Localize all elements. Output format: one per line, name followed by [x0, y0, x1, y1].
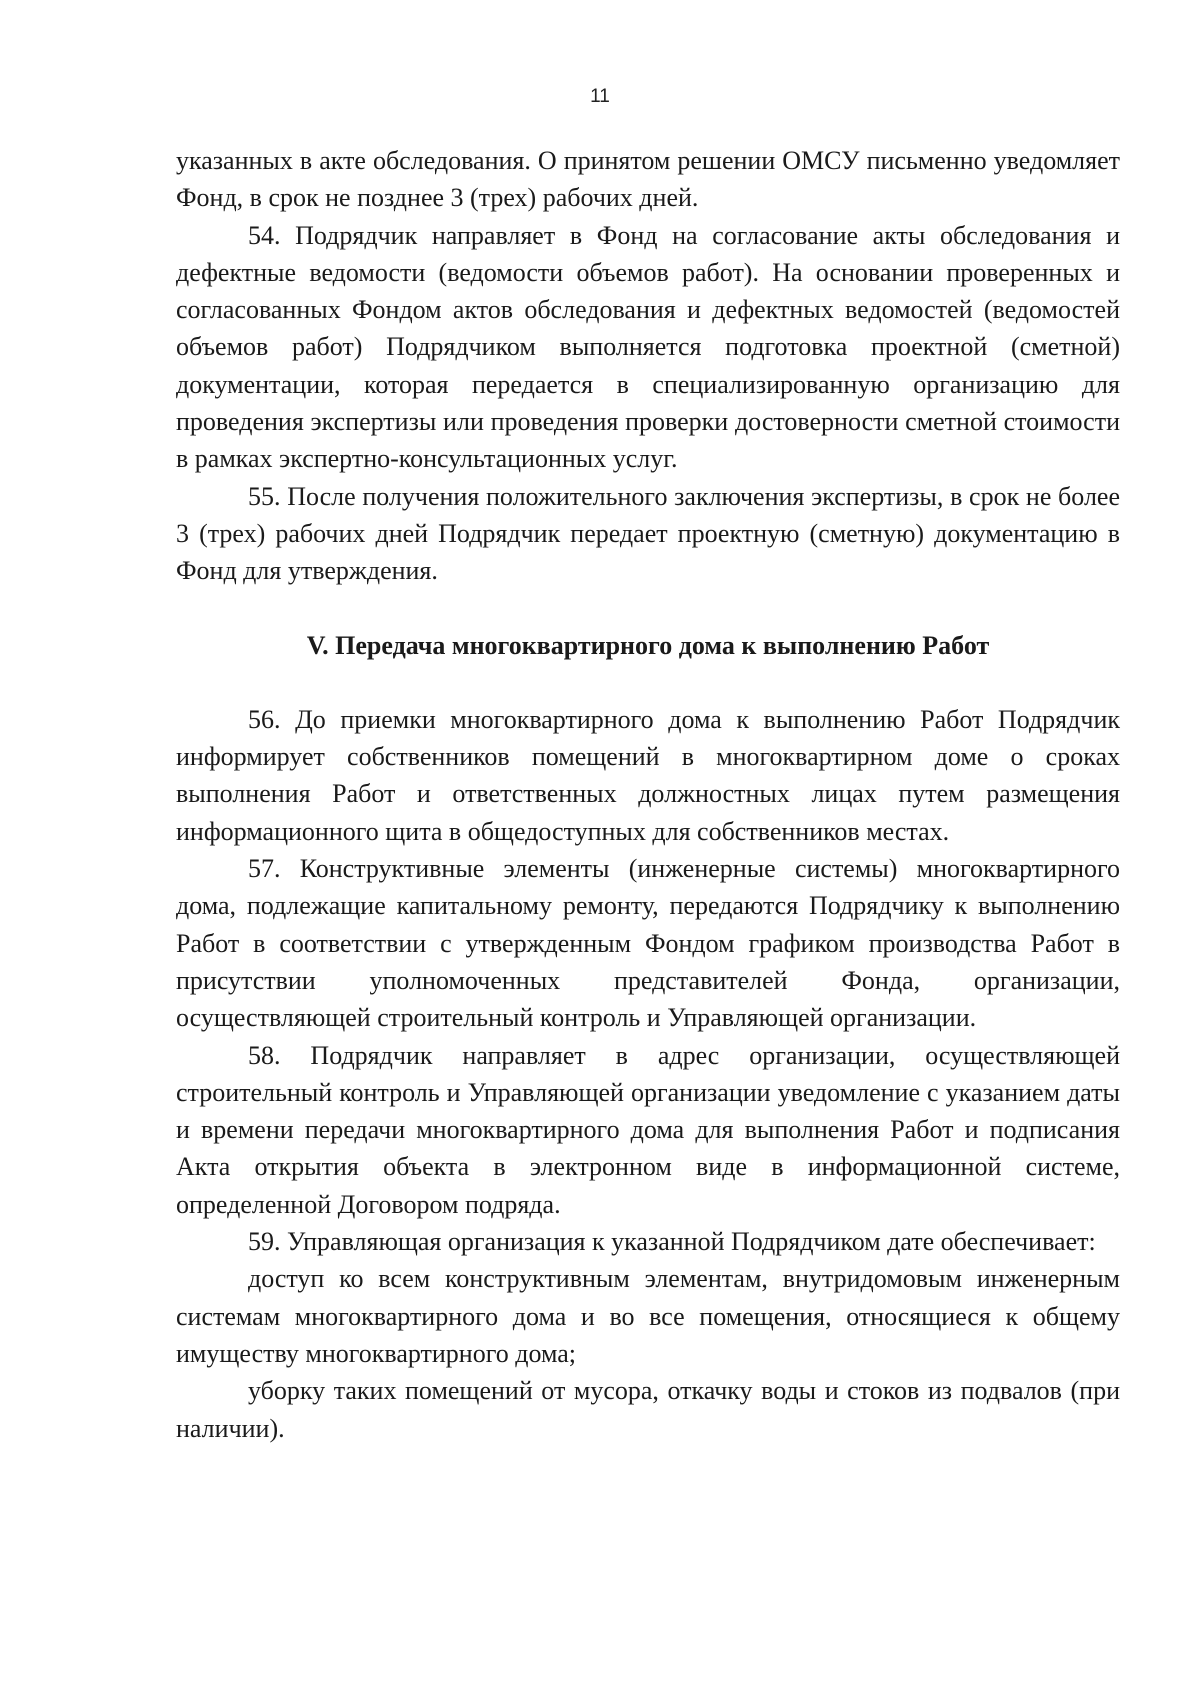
- paragraph-59-item-access: доступ ко всем конструктивным элементам, внутридомовым инженерным системам многоквартирного дома и во все помещения, относящиеся к общему имуществу многоквартирного дома;: [176, 1264, 1120, 1368]
- section-heading: V. Передача многоквартирного дома к выполнению Работ: [306, 630, 990, 660]
- page-number: 11: [590, 86, 610, 107]
- paragraph-58: 58. Подрядчик направляет в адрес организации, осуществляющей строительный контроль и Управляющей организации уведомление с указанием даты и времени передачи многоквартирного дома для выполнения Работ и подписания Акта открытия объекта в электронном виде в информационной системе, определенной Договором подряда.: [176, 1040, 1120, 1219]
- paragraph-59: 59. Управляющая организация к указанной Подрядчиком дате обеспечивает:: [248, 1227, 1096, 1257]
- paragraph-continuation: указанных в акте обследования. О принятом решении ОМСУ письменно уведомляет Фонд, в срок не позднее 3 (трех) рабочих дней.: [176, 146, 1120, 213]
- paragraph-57: 57. Конструктивные элементы (инженерные системы) многоквартирного дома, подлежащие капитальному ремонту, передаются Подрядчику к выполнению Работ в соответствии с утвержденным Фондом графиком производства Работ в присутствии уполномоченных представителей Фонда, организации, осуществляющей строительный контроль и Управляющей организации.: [176, 854, 1120, 1033]
- document-body: [176, 142, 1120, 1447]
- paragraph-59-item-cleaning: уборку таких помещений от мусора, откачку воды и стоков из подвалов (при наличии).: [176, 1376, 1120, 1443]
- paragraph-54: 54. Подрядчик направляет в Фонд на согласование акты обследования и дефектные ведомости (ведомости объемов работ). На основании проверенных и согласованных Фондом актов обследования и дефектных ведомостей (ведомостей объемов работ) Подрядчиком выполняется подготовка проектной (сметной) документации, которая передается в специализированную организацию для проведения экспертизы или проведения проверки достоверности сметной стоимости в рамках экспертно-консультационных услуг.: [176, 220, 1120, 474]
- paragraph-55: 55. После получения положительного заключения экспертизы, в срок не более 3 (трех) рабочих дней Подрядчик передает проектную (сметную) документацию в Фонд для утверждения.: [176, 481, 1120, 586]
- paragraph-56: 56. До приемки многоквартирного дома к выполнению Работ Подрядчик информирует собственников помещений в многоквартирном доме о сроках выполнения Работ и ответственных должностных лицах путем размещения информационного щита в общедоступных для собственников местах.: [176, 704, 1120, 846]
